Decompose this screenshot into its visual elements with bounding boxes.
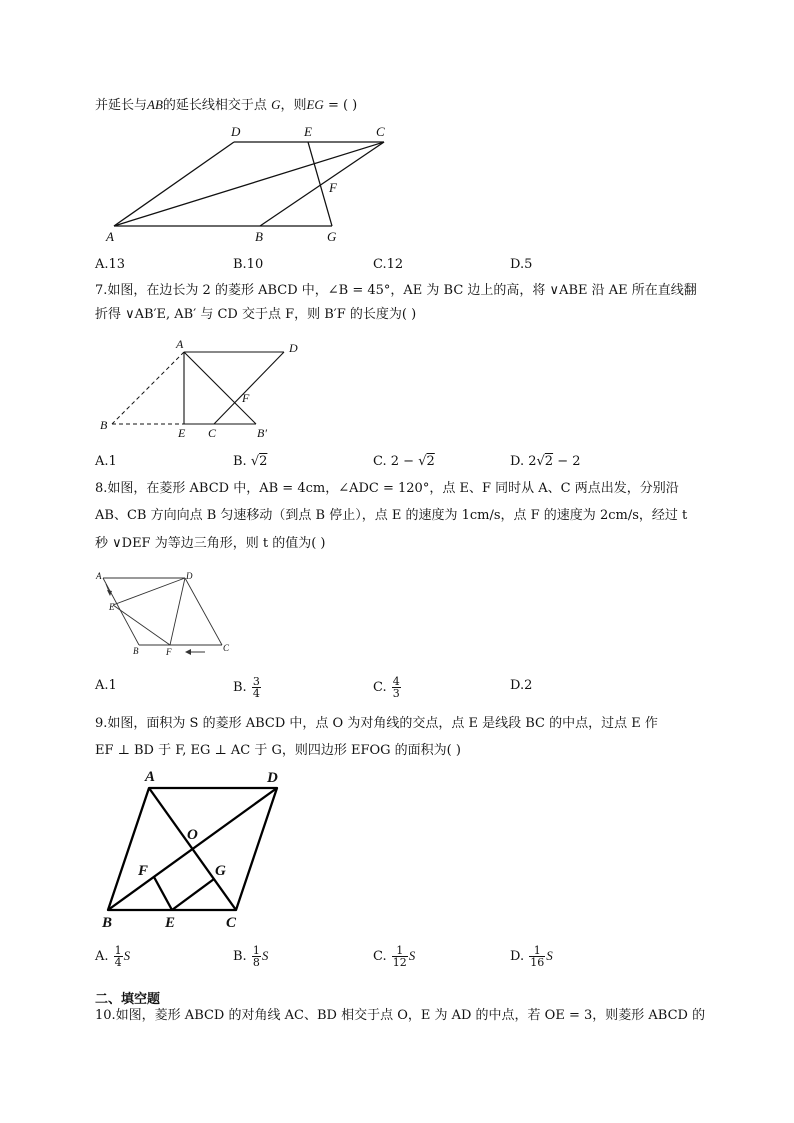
q8-label-d: D [186, 571, 193, 581]
q9-label-c: C [226, 915, 237, 931]
q9-text-line2: EF ⊥ BD 于 F, EG ⊥ AC 于 G，则四边形 EFOG 的面积为( ) [95, 743, 461, 758]
q7-text-line1: 7.如图，在边长为 2 的菱形 ABCD 中，∠B = 45°，AE 为 BC 边上的高，将 ∨ABE 沿 AE 所在直线翻 [95, 283, 697, 298]
q6-label-f: F [329, 180, 337, 195]
q7-seg-ab-dashed [112, 352, 184, 424]
q9-figure [98, 765, 298, 935]
q8-seg-ef [113, 605, 170, 645]
q9-label-g: G [215, 863, 226, 879]
q6-label-c: C [376, 124, 385, 139]
section-title-fill-blank: 二、填空题 [95, 992, 161, 1007]
q8-seg-dc [185, 578, 222, 645]
q6-label-e: E [304, 124, 312, 139]
q8-text-line1: 8.如图，在菱形 ABCD 中，AB = 4cm，∠ADC = 120°，点 E、F 同时从 A、C 两点出发，分别沿 [95, 481, 679, 496]
q8-label-b: B [133, 646, 139, 656]
q8-text-line3: 秒 ∨DEF 为等边三角形，则 t 的值为( ) [95, 536, 326, 551]
q9-option-a[interactable]: A. $\frac{1}{4}$ S [95, 944, 131, 969]
q8-label-e: E [109, 602, 115, 612]
q6-label-b: B [255, 229, 263, 244]
q6-label-d: D [231, 124, 241, 139]
q9-option-c[interactable]: C. $\frac{1}{12}$ S [373, 944, 416, 969]
q9-seg-ef [154, 877, 172, 910]
q7-option-b[interactable]: B. √2 [233, 454, 268, 469]
q8-option-a[interactable]: A.1 [95, 678, 117, 693]
q8-arrowhead-f [185, 649, 191, 655]
q7-options [95, 454, 655, 476]
q7-figure [98, 338, 318, 443]
q9-label-a: A [145, 769, 156, 785]
q9-label-f: F [138, 863, 149, 879]
q6-option-a[interactable]: A.13 [95, 257, 126, 272]
q7-label-f: F [242, 391, 250, 405]
q7-seg-dc [214, 352, 284, 424]
q6-figure [100, 122, 400, 247]
q7-seg-ab2 [184, 352, 256, 424]
q8-label-f: F [166, 647, 172, 657]
q9-label-e: E [165, 915, 176, 931]
q9-label-d: D [267, 770, 278, 786]
q9-text-line1: 9.如图，面积为 S 的菱形 ABCD 中，点 O 为对角线的交点，点 E 是线段 BC 的中点，过点 E 作 [95, 716, 658, 731]
q8-option-d[interactable]: D.2 [510, 678, 533, 693]
q8-seg-df [170, 578, 185, 645]
q6-seg-bc [260, 142, 384, 226]
q8-label-a: A [96, 571, 102, 581]
q9-option-b[interactable]: B. $\frac{1}{8}$ S [233, 944, 269, 969]
q6-option-d[interactable]: D.5 [510, 257, 533, 272]
q9-option-d[interactable]: D. $\frac{1}{16}$ S [510, 944, 553, 969]
q7-option-c[interactable]: C. 2 − √2 [373, 454, 435, 469]
q7-label-a: A [176, 337, 184, 351]
q9-label-b: B [102, 915, 113, 931]
q6-tail-text: 并延长与AB的延长线相交于点 G，则EG = ( ) [95, 97, 358, 113]
q6-option-c[interactable]: C.12 [373, 257, 404, 272]
q9-label-o: O [187, 827, 198, 843]
q6-options [95, 257, 655, 279]
q6-seg-ac [114, 142, 384, 226]
q9-seg-eg [172, 879, 214, 910]
q7-label-d: D [289, 341, 298, 355]
q7-label-b2: B′ [257, 426, 267, 440]
q6-option-b[interactable]: B.10 [233, 257, 264, 272]
q6-seg-ad [114, 142, 234, 226]
q9-seg-bd [108, 788, 277, 910]
q8-label-c: C [223, 643, 230, 653]
q7-label-b: B [100, 418, 108, 432]
q10-text-line1: 10.如图，菱形 ABCD 的对角线 AC、BD 相交于点 O，E 为 AD 的中点，若 OE = 3，则菱形 ABCD 的 [95, 1008, 706, 1023]
q8-seg-de [113, 578, 185, 605]
q6-label-g: G [327, 229, 337, 244]
q8-option-c[interactable]: C. $\frac{4}{3}$ [373, 675, 400, 700]
q7-text-line2: 折得 ∨AB′E, AB′ 与 CD 交于点 F，则 B′F 的长度为( ) [95, 307, 417, 322]
q9-options [95, 945, 655, 967]
q8-options [95, 676, 655, 698]
q8-text-line2: AB、CB 方向向点 B 匀速移动（到点 B 停止），点 E 的速度为 1cm/s，点 F 的速度为 2cm/s，经过 t [95, 508, 688, 523]
q6-label-a: A [106, 229, 114, 244]
q8-figure [95, 570, 245, 660]
q8-option-b[interactable]: B. $\frac{3}{4}$ [233, 675, 260, 700]
q7-option-d[interactable]: D. 2√2 − 2 [510, 454, 581, 469]
q7-label-e: E [178, 426, 186, 440]
q7-option-a[interactable]: A.1 [95, 454, 117, 469]
q7-label-c: C [208, 426, 217, 440]
